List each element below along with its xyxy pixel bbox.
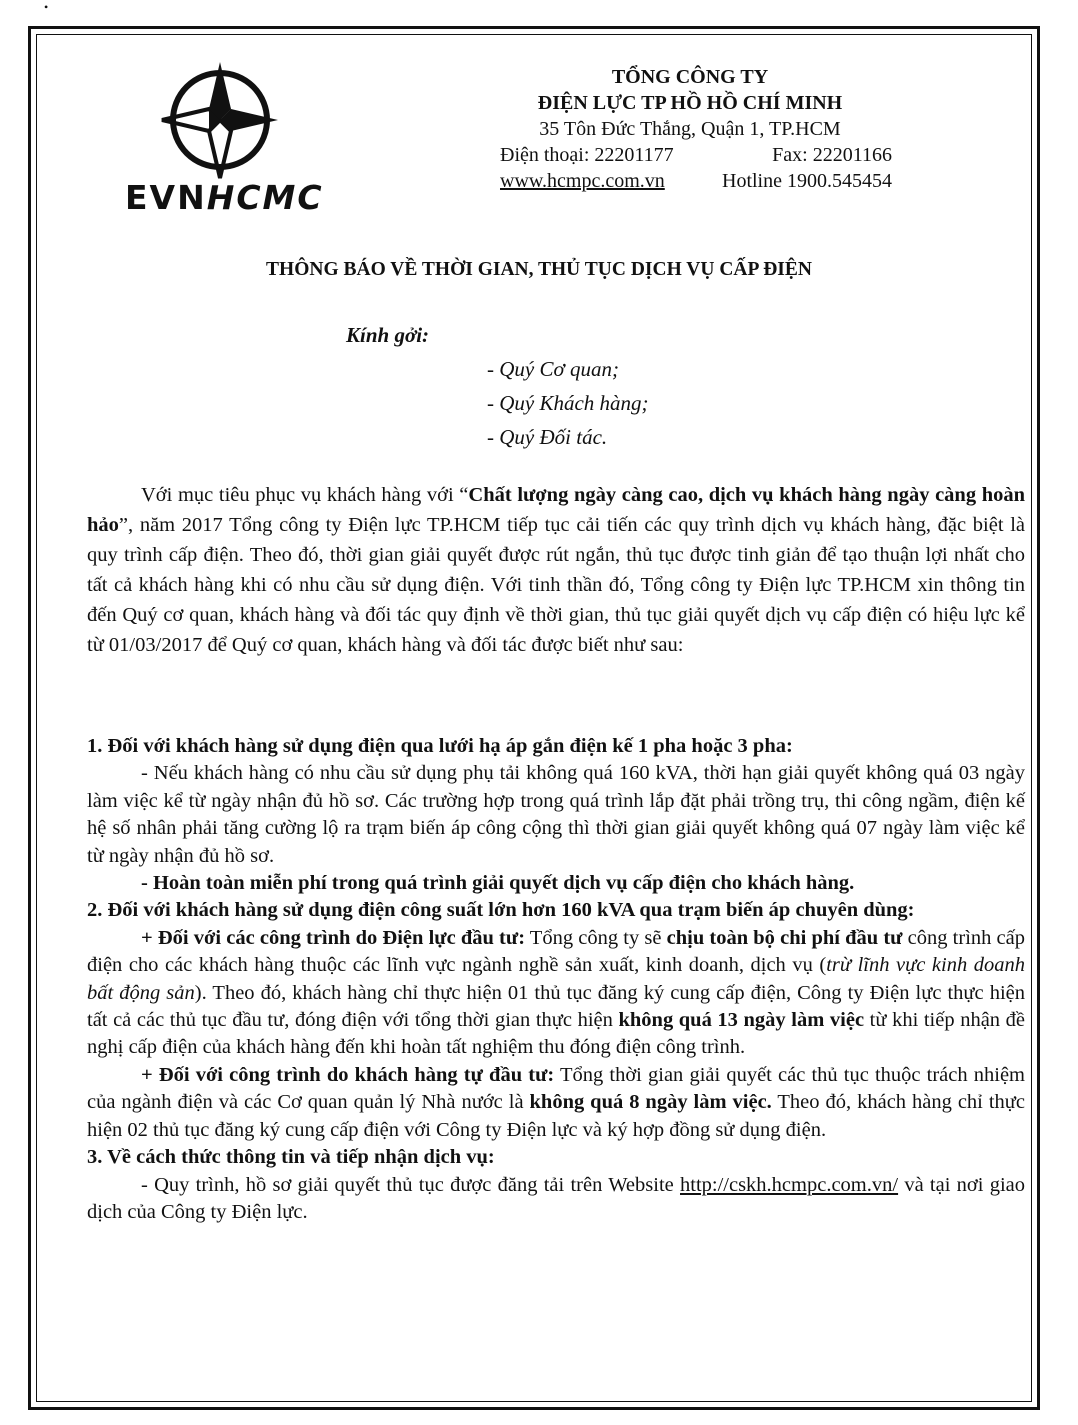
scan-dot: •: [44, 0, 49, 14]
cskh-website-link[interactable]: http://cskh.hcmpc.com.vn/: [680, 1173, 899, 1196]
phone: Điện thoại: 22201177: [500, 144, 674, 166]
section1-free-note: - Hoàn toàn miễn phí trong quá trình giải quyết dịch vụ cấp điện cho khách hàng.: [141, 872, 855, 895]
company-name-line2: ĐIỆN LỰC TP HỒ HỒ CHÍ MINH: [537, 92, 843, 114]
section3-paragraph: - Quy trình, hồ sơ giải quyết thủ tục được đăng tải trên Website http://cskh.hcmpc.com.vn/ và tại nơi giao dịch của Công ty Điện lực.: [87, 1173, 1026, 1223]
section2-paragraph-b: + Đối với công trình do khách hàng tự đầu tư: Tổng thời gian giải quyết các thủ tục thuộc trách nhiệm của ngành điện và các Cơ quan quản lý Nhà nước là không quá 8 ngày làm việc. Theo đó, khách hàng chỉ thực hiện 02 thủ tục đăng ký cung cấp điện với Công ty Điện lực và ký hợp đồng sử dụng điện.: [87, 1063, 1025, 1141]
section2-paragraph-a: + Đối với các công trình do Điện lực đầu tư: Tổng công ty sẽ chịu toàn bộ chi phí đầu tư công trình cấp điện cho các khách hàng thuộc các lĩnh vực ngành nghề sản xuất, kinh doanh, dịch vụ (trừ lĩnh vực kinh doanh bất động sản). Theo đó, khách hàng chỉ thực hiện 01 thủ tục đăng ký cung cấp điện, Công ty Điện lực thực hiện tất cả các thủ tục đầu tư, đóng điện với tổng thời gian thực hiện không quá 13 ngày làm việc từ khi tiếp nhận đề nghị cấp điện của khách hàng đến khi hoàn tất nghiệm thu đóng điện công trình.: [87, 926, 1025, 1059]
sections: [87, 733, 1025, 1226]
fax: Fax: 22201166: [772, 144, 892, 166]
company-header: [460, 64, 920, 194]
company-address: 35 Tôn Đức Thắng, Quận 1, TP.HCM: [539, 118, 841, 140]
document-title: THÔNG BÁO VỀ THỜI GIAN, THỦ TỤC DỊCH VỤ CẤP ĐIỆN: [266, 259, 812, 280]
recipient-item: - Quý Cơ quan;: [487, 357, 619, 381]
recipient-list: [487, 352, 649, 454]
section2-heading: 2. Đối với khách hàng sử dụng điện công suất lớn hơn 160 kVA qua trạm biến áp chuyên dùng:: [87, 899, 915, 922]
recipient-item: - Quý Đối tác.: [487, 425, 608, 449]
recipient-item: - Quý Khách hàng;: [487, 391, 649, 415]
company-name-line1: TỔNG CÔNG TY: [611, 66, 769, 88]
section1-heading: 1. Đối với khách hàng sử dụng điện qua lưới hạ áp gắn điện kế 1 pha hoặc 3 pha:: [87, 735, 793, 757]
hotline: Hotline 1900.545454: [722, 170, 892, 192]
section3-heading: 3. Về cách thức thông tin và tiếp nhận dịch vụ:: [87, 1146, 495, 1169]
website-link[interactable]: www.hcmpc.com.vn: [500, 170, 665, 192]
intro-paragraph: Với mục tiêu phục vụ khách hàng với “Chất lượng ngày càng cao, dịch vụ khách hàng ngày càng hoàn hảo”, năm 2017 Tổng công ty Điện lực TP.HCM tiếp tục cải tiến các quy trình dịch vụ khách hàng, đặc biệt là quy trình cấp điện. Theo đó, thời gian giải quyết được rút ngắn, thủ tục được tinh giản để tạo thuận lợi nhất cho tất cả khách hàng khi có nhu cầu sử dụng điện. Với tinh thần đó, Tổng công ty Điện lực TP.HCM xin thông tin đến Quý cơ quan, khách hàng và đối tác quy định về thời gian, thủ tục giải quyết dịch vụ cấp điện có hiệu lực kể từ 01/03/2017 để Quý cơ quan, khách hàng và đối tác được biết như sau:: [87, 484, 1025, 656]
phone-fax-row: [460, 142, 920, 168]
section1-paragraph: - Nếu khách hàng có nhu cầu sử dụng phụ tải không quá 160 kVA, thời hạn giải quyết không quá 03 ngày làm việc kể từ ngày nhận đủ hồ sơ. Các trường hợp trong quá trình lắp đặt phải trồng trụ, thi công ngầm, điện kế hệ số nhân phải tăng cường lộ ra trạm biến áp công cộng thì thời gian giải quyết không quá 07 ngày làm việc kể từ ngày nhận đủ hồ sơ.: [87, 762, 1025, 867]
logo-wordmark: EVNHCMC: [125, 178, 324, 217]
greeting: Kính gởi:: [346, 323, 430, 347]
web-hotline-row: [460, 168, 920, 194]
